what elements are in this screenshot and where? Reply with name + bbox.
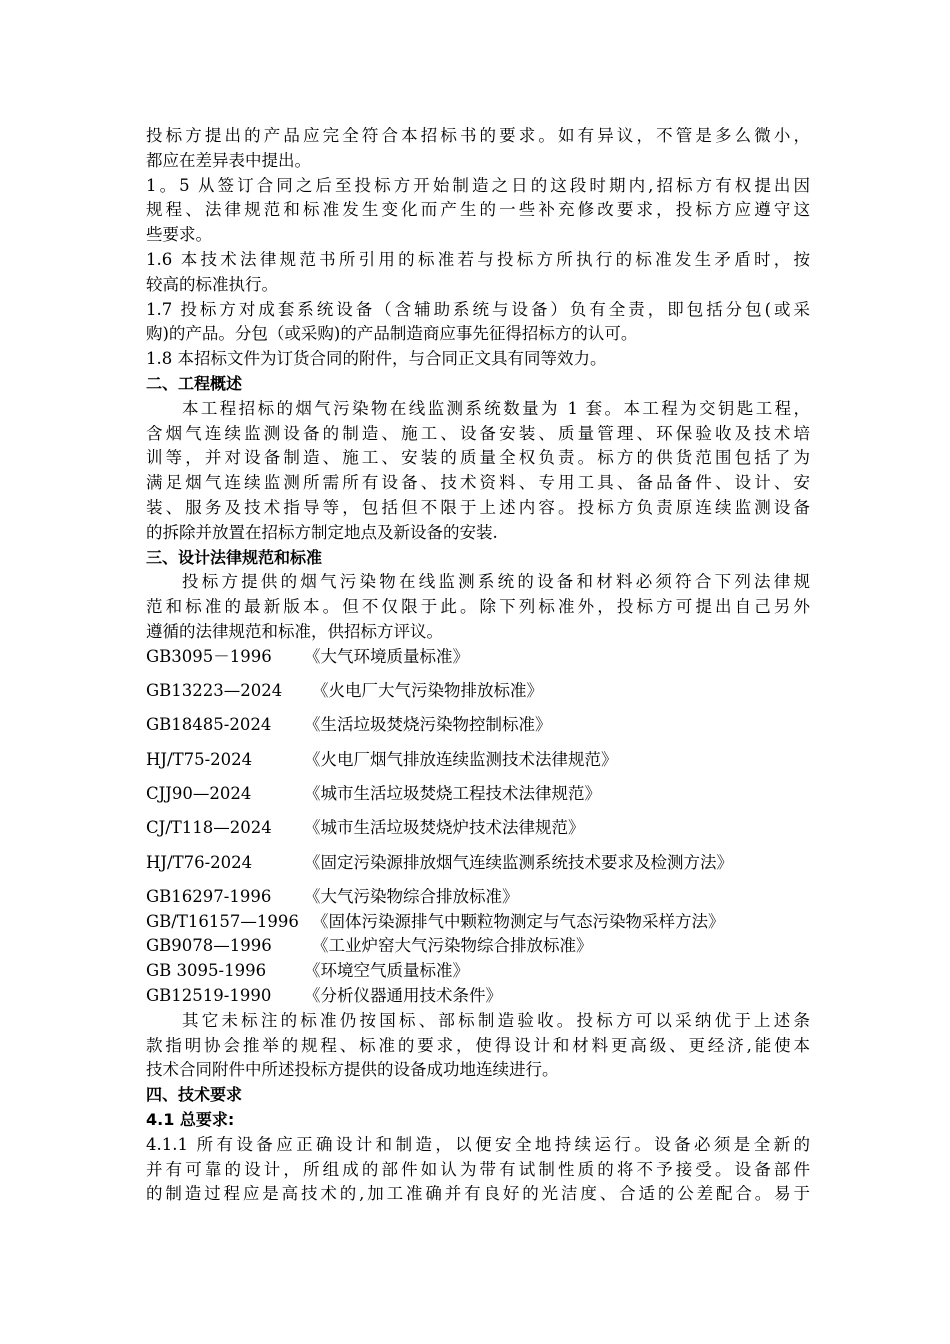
standard-row	[146, 748, 810, 773]
standard-title: 《城市生活垃圾焚烧炉技术法律规范》	[304, 818, 585, 838]
text-line: 较高的标准执行。	[146, 274, 278, 294]
text-line: 的拆除并放置在招标方制定地点及新设备的安装.	[146, 522, 498, 542]
text-line: 些要求。	[146, 225, 212, 245]
text-line: 投标方提供的烟气污染物在线监测系统的设备和材料必须符合下列法律规	[182, 572, 810, 592]
standard-code: GB18485-2024	[146, 715, 272, 735]
clause-1-7: 1.7 投标方对成套系统设备（含辅助系统与设备）负有全责，即包括分包(或采	[146, 299, 810, 319]
standard-row	[146, 910, 810, 935]
text-line: 技术合同附件中所述投标方提供的设备成功地连续进行。	[146, 1060, 559, 1080]
standard-code: GB13223—2024	[146, 681, 283, 701]
standard-code: GB 3095-1996	[146, 961, 267, 981]
standard-title: 《固定污染源排放烟气连续监测系统技术要求及检测方法》	[304, 852, 733, 872]
text-line: 款指明协会推举的规程、标准的要求，使得设计和材料更高级、更经济,能使本	[146, 1035, 810, 1055]
standard-title: 《大气污染物综合排放标准》	[304, 886, 519, 906]
sub-heading: 4.1 总要求:	[146, 1109, 235, 1129]
standard-row	[146, 959, 810, 984]
text-line: 并有可靠的设计，所组成的部件如认为带有试制性质的将不予接受。设备部件	[146, 1159, 810, 1179]
text-line: 购)的产品。分包（或采购)的产品制造商应事先征得招标方的认可。	[146, 324, 638, 344]
text-line: 训等，并对设备制造、施工、安装的质量全权负责。标方的供货范围包括了为	[146, 448, 810, 468]
standard-title: 《火电厂大气污染物排放标准》	[312, 681, 543, 701]
standard-code: CJJ90—2024	[146, 783, 252, 803]
text-line: 都应在差异表中提出。	[146, 150, 311, 170]
section-heading: 四、技术要求	[146, 1085, 243, 1105]
standard-row	[146, 984, 810, 1009]
standard-row	[146, 851, 810, 876]
standard-code: CJ/T118—2024	[146, 818, 272, 838]
text-line: 本工程招标的烟气污染物在线监测系统数量为 1 套。本工程为交钥匙工程，	[182, 398, 810, 418]
standard-code: GB9078—1996	[146, 936, 272, 956]
text-line: 的制造过程应是高技术的,加工准确并有良好的光洁度、合适的公差配合。易于	[146, 1184, 810, 1204]
standard-code: GB12519-1990	[146, 986, 272, 1005]
standard-row	[146, 885, 810, 910]
document-page	[146, 124, 810, 1207]
text-line: 范和标准的最新版本。但不仅限于此。除下列标准外，投标方可提出自己另外	[146, 597, 810, 617]
clause-1-8: 1.8 本招标文件为订货合同的附件，与合同正文具有同等效力。	[146, 349, 607, 369]
standard-title: 《环境空气质量标准》	[304, 961, 469, 981]
standard-code: GB16297-1996	[146, 886, 272, 906]
standard-title: 《生活垃圾焚烧污染物控制标准》	[304, 715, 552, 735]
standard-title: 《固体污染源排气中颗粒物测定与气态污染物采样方法》	[312, 911, 725, 931]
section-heading: 三、设计法律规范和标准	[146, 547, 323, 567]
standard-row	[146, 679, 810, 704]
text-line: 规程、法律规范和标准发生变化而产生的一些补充修改要求，投标方应遵守这	[146, 200, 810, 220]
standard-title: 《分析仪器通用技术条件》	[304, 986, 502, 1005]
clause-1-6: 1.6 本技术法律规范书所引用的标准若与投标方所执行的标准发生矛盾时，按	[146, 249, 810, 269]
standard-code: HJ/T75-2024	[146, 749, 253, 769]
text-line: 投标方提出的产品应完全符合本招标书的要求。如有异议，不管是多么微小，	[146, 126, 810, 145]
standard-title: 《城市生活垃圾焚烧工程技术法律规范》	[304, 783, 601, 803]
standard-row	[146, 816, 810, 841]
section-heading: 二、工程概述	[146, 373, 243, 393]
text-line: 含烟气连续监测设备的制造、施工、设备安装、质量管理、环保验收及技术培	[146, 423, 810, 443]
text-line: 其它未标注的标准仍按国标、部标制造验收。投标方可以采纳优于上述条	[182, 1010, 810, 1030]
standard-code: HJ/T76-2024	[146, 852, 253, 872]
standard-code: GB3095－1996	[146, 646, 272, 666]
standard-row	[146, 713, 810, 738]
standard-row	[146, 782, 810, 807]
standard-row	[146, 934, 810, 959]
standard-title: 《工业炉窑大气污染物综合排放标准》	[312, 936, 593, 956]
text-line: 遵循的法律规范和标准，供招标方评议。	[146, 621, 443, 641]
standard-code: GB/T16157—1996	[146, 911, 299, 931]
text-line: 满足烟气连续监测所需所有设备、技术资料、专用工具、备品备件、设计、安	[146, 473, 810, 493]
clause-1-5: 1。5 从签订合同之后至投标方开始制造之日的这段时期内,招标方有权提出因	[146, 175, 810, 195]
text-line: 4.1.1 所有设备应正确设计和制造，以便安全地持续运行。设备必须是全新的	[146, 1134, 810, 1154]
standard-title: 《大气环境质量标准》	[304, 646, 469, 666]
standard-title: 《火电厂烟气排放连续监测技术法律规范》	[304, 749, 618, 769]
text-line: 装、服务及技术指导等，包括但不限于上述内容。投标方负责原连续监测设备	[146, 497, 810, 517]
standard-row	[146, 645, 810, 670]
